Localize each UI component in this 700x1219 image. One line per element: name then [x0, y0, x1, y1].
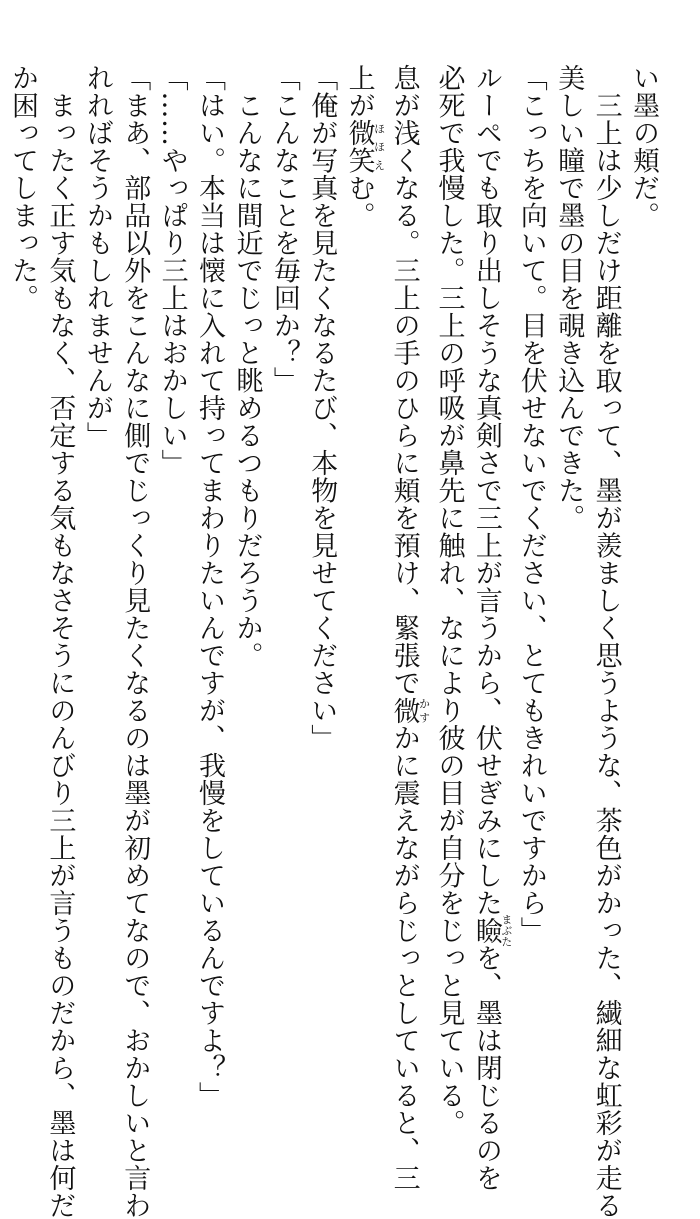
text-line: れればそうかもしれませんが」 [81, 64, 113, 449]
text-line: 「まあ、部品以外をこんなに側でじっくり見たくなるのは墨が初めてなので、おかしいと言わ [119, 64, 151, 1219]
text-segment: 上が [343, 64, 375, 119]
text-segment: む。 [343, 174, 375, 229]
ruby-base: 微 [388, 696, 420, 724]
text-line [385, 64, 431, 1192]
text-line: 「……やっぱり三上はおかしい」 [156, 64, 188, 477]
text-segment: 息が浅くなる。三上の手のひらに頬を預け、緊張で [388, 64, 420, 697]
text-line: 美しい瞳で墨の目を覗き込んできた。 [553, 64, 585, 532]
text-line: 「こんなことを毎回か？」 [268, 64, 300, 394]
ruby-reading: まぶた [499, 913, 513, 947]
vertical-text-body [7, 64, 662, 1219]
text-line: こんなに間近でじっと眺めるつもりだろうか。 [231, 64, 263, 669]
text-line: 必死で我慢した。三上の呼吸が鼻先に触れ、なにより彼の目が自分をじっと見ている。 [433, 64, 465, 1137]
text-line: か困ってしまった。 [7, 64, 38, 312]
text-segment: を、墨は閉じるのを [470, 944, 502, 1192]
text-line: 三上は少しだけ距離を取って、墨が羨ましく思うような、茶色がかった、繊細な虹彩が走る [590, 64, 622, 1219]
text-line: 「俺が写真を見たくなるたび、本物を見せてください」 [306, 64, 338, 752]
text-line: 「こっちを向いて。目を伏せないでください、とてもきれいですから」 [515, 64, 547, 944]
ruby-word [388, 696, 431, 725]
ruby-word [343, 119, 386, 174]
ruby-reading: ほほえ [372, 119, 386, 174]
text-line [467, 64, 513, 1192]
text-line [340, 64, 385, 964]
text-line: い墨の頬だ。 [628, 64, 659, 229]
text-segment: かに震えながらじっとしていると、三 [388, 724, 420, 1192]
text-line: 「はい。本当は懐に入れて持ってまわりたいんですが、我慢をしているんですよ？」 [194, 64, 226, 1109]
ruby-base: 瞼 [470, 913, 502, 947]
ruby-base: 微笑 [343, 119, 375, 174]
text-line: まったく正す気もなく、否定する気もなさそうにのんびり三上が言うものだから、墨は何だ [44, 64, 76, 1219]
text-segment: ルーペでも取り出しそうな真剣さで三上が言うから、伏せぎみにした [470, 64, 502, 917]
ruby-word [470, 913, 513, 947]
ruby-reading: かす [417, 696, 431, 724]
